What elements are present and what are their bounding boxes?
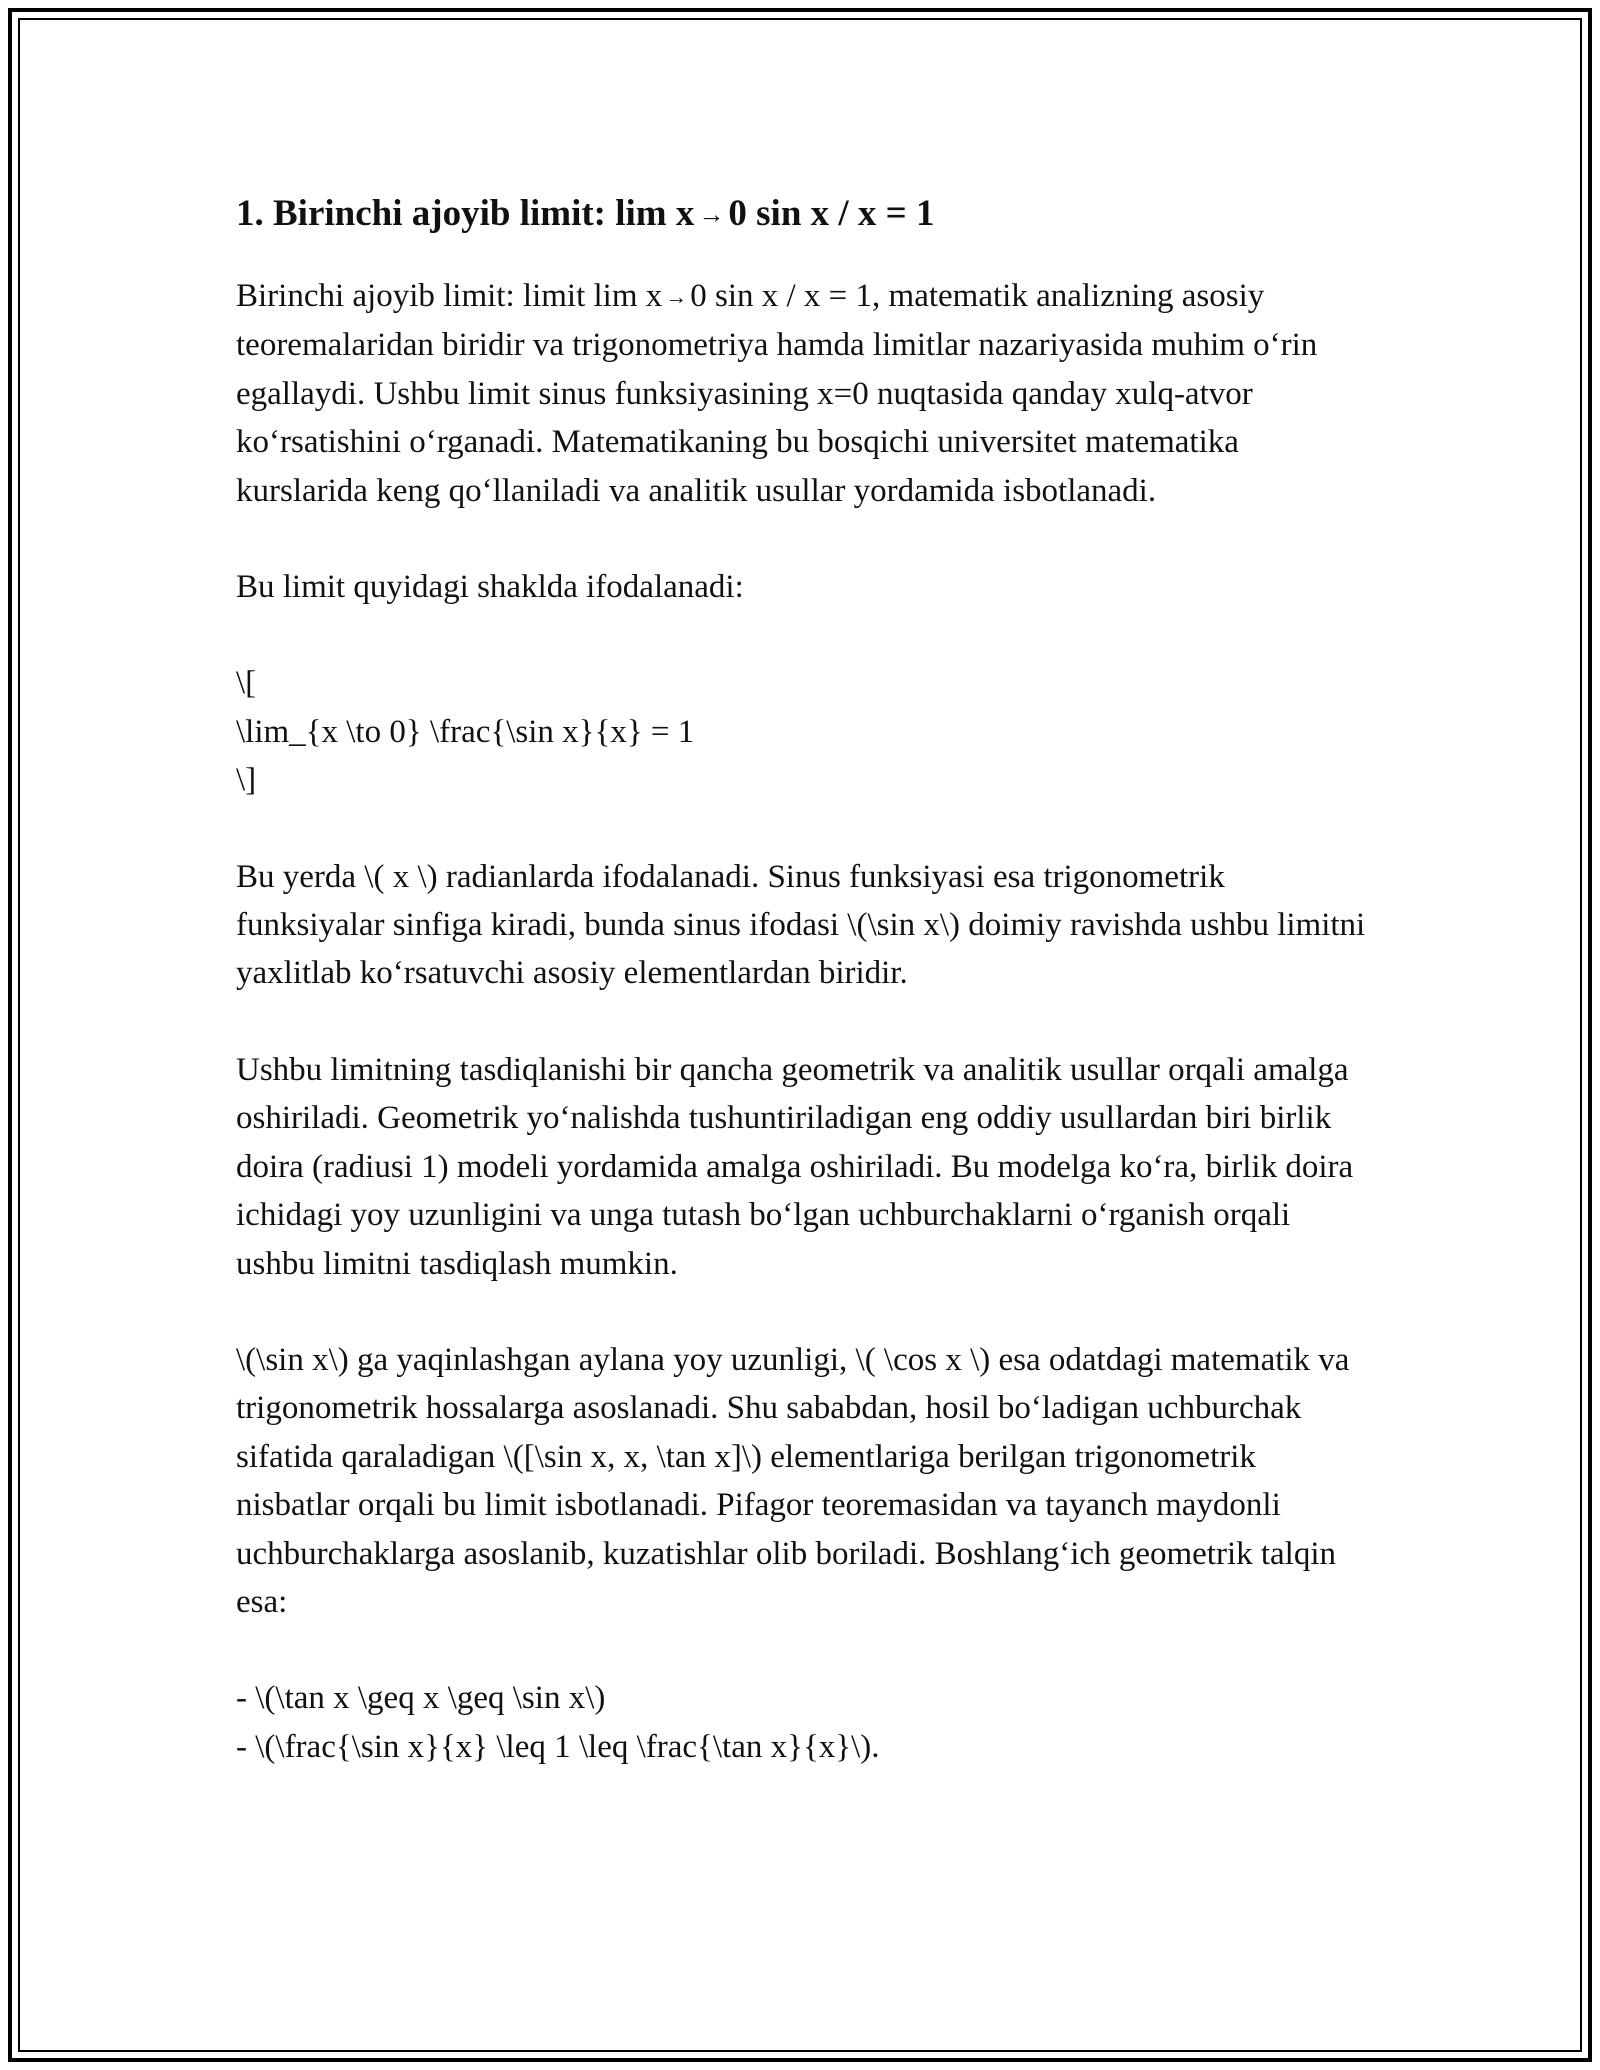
radians-paragraph: Bu yerda \( x \) radianlarda ifodalanadi. Sinus funksiyasi esa trigonometrik funksiyalar sinfiga kiradi, bunda sinus ifodasi \(\sin x\) doimiy ravishda ushbu limitni yaxlitlab ko‘rsatuvchi asosiy elementlardan biridir. <box>236 858 1366 992</box>
heading-arrow: → <box>698 200 725 229</box>
document-body <box>236 185 1376 1819</box>
section-heading <box>236 185 1376 244</box>
heading-text-start: 1. Birinchi ajoyib limit: lim x <box>236 193 695 234</box>
formula-body: \lim_{x \to 0} \frac{\sin x}{x} = 1 <box>236 713 695 750</box>
intro-text-start: Birinchi ajoyib limit: limit lim x <box>236 278 663 314</box>
formula-open: \[ <box>236 665 257 702</box>
formula-close: \] <box>236 762 257 799</box>
inequality-list <box>236 1674 1376 1771</box>
intro-arrow: → <box>665 284 688 309</box>
heading-text-end: 0 sin x / x = 1 <box>728 193 935 234</box>
list-item: - \(\frac{\sin x}{x} \leq 1 \leq \frac{\tan x}{x}\). <box>236 1728 880 1765</box>
limit-formula <box>236 659 1376 804</box>
geometric-paragraph: \(\sin x\) ga yaqinlashgan aylana yoy uzunligi, \( \cos x \) esa odatdagi matematik va trigonometrik hossalarga asoslanadi. Shu sababdan, hosil bo‘ladigan uchburchak sifatida qaraladigan \([\sin x, x, \tan x]\) elementlariga berilgan trigonometrik nisbatlar orqali bu limit isbotlanadi. Pifagor teoremasidan va tayanch maydonli uchburchaklarga asoslanib, kuzatishlar olib boriladi. Boshlang‘ich geometrik talqin esa: <box>236 1341 1350 1620</box>
intro-text-end: 0 sin x / x = 1, matematik analizning asosiy teoremalaridan biridir va trigonometriya hamda limitlar nazariyasida muhim o‘rin egallaydi. Ushbu limit sinus funksiyasining x=0 nuqtasida qanday xulq-atvor ko‘rsatishini o‘rganadi. Matematikaning bu bosqichi universitet matematika kurslarida keng qo‘llaniladi va analitik usullar yordamida isbotlanadi. <box>236 278 1318 509</box>
intro-paragraph <box>236 272 1376 515</box>
formula-intro-paragraph: Bu limit quyidagi shaklda ifodalanadi: <box>236 569 744 606</box>
list-item: - \(\tan x \geq x \geq \sin x\) <box>236 1680 606 1717</box>
proof-methods-paragraph: Ushbu limitning tasdiqlanishi bir qancha geometrik va analitik usullar orqali amalga oshiriladi. Geometrik yo‘nalishda tushuntiriladigan eng oddiy usullardan biri birlik doira (radiusi 1) modeli yordamida amalga oshiriladi. Bu modelga ko‘ra, birlik doira ichidagi yoy uzunligini va unga tutash bo‘lgan uchburchaklarni o‘rganish orqali ushbu limitni tasdiqlash mumkin. <box>236 1051 1354 1282</box>
